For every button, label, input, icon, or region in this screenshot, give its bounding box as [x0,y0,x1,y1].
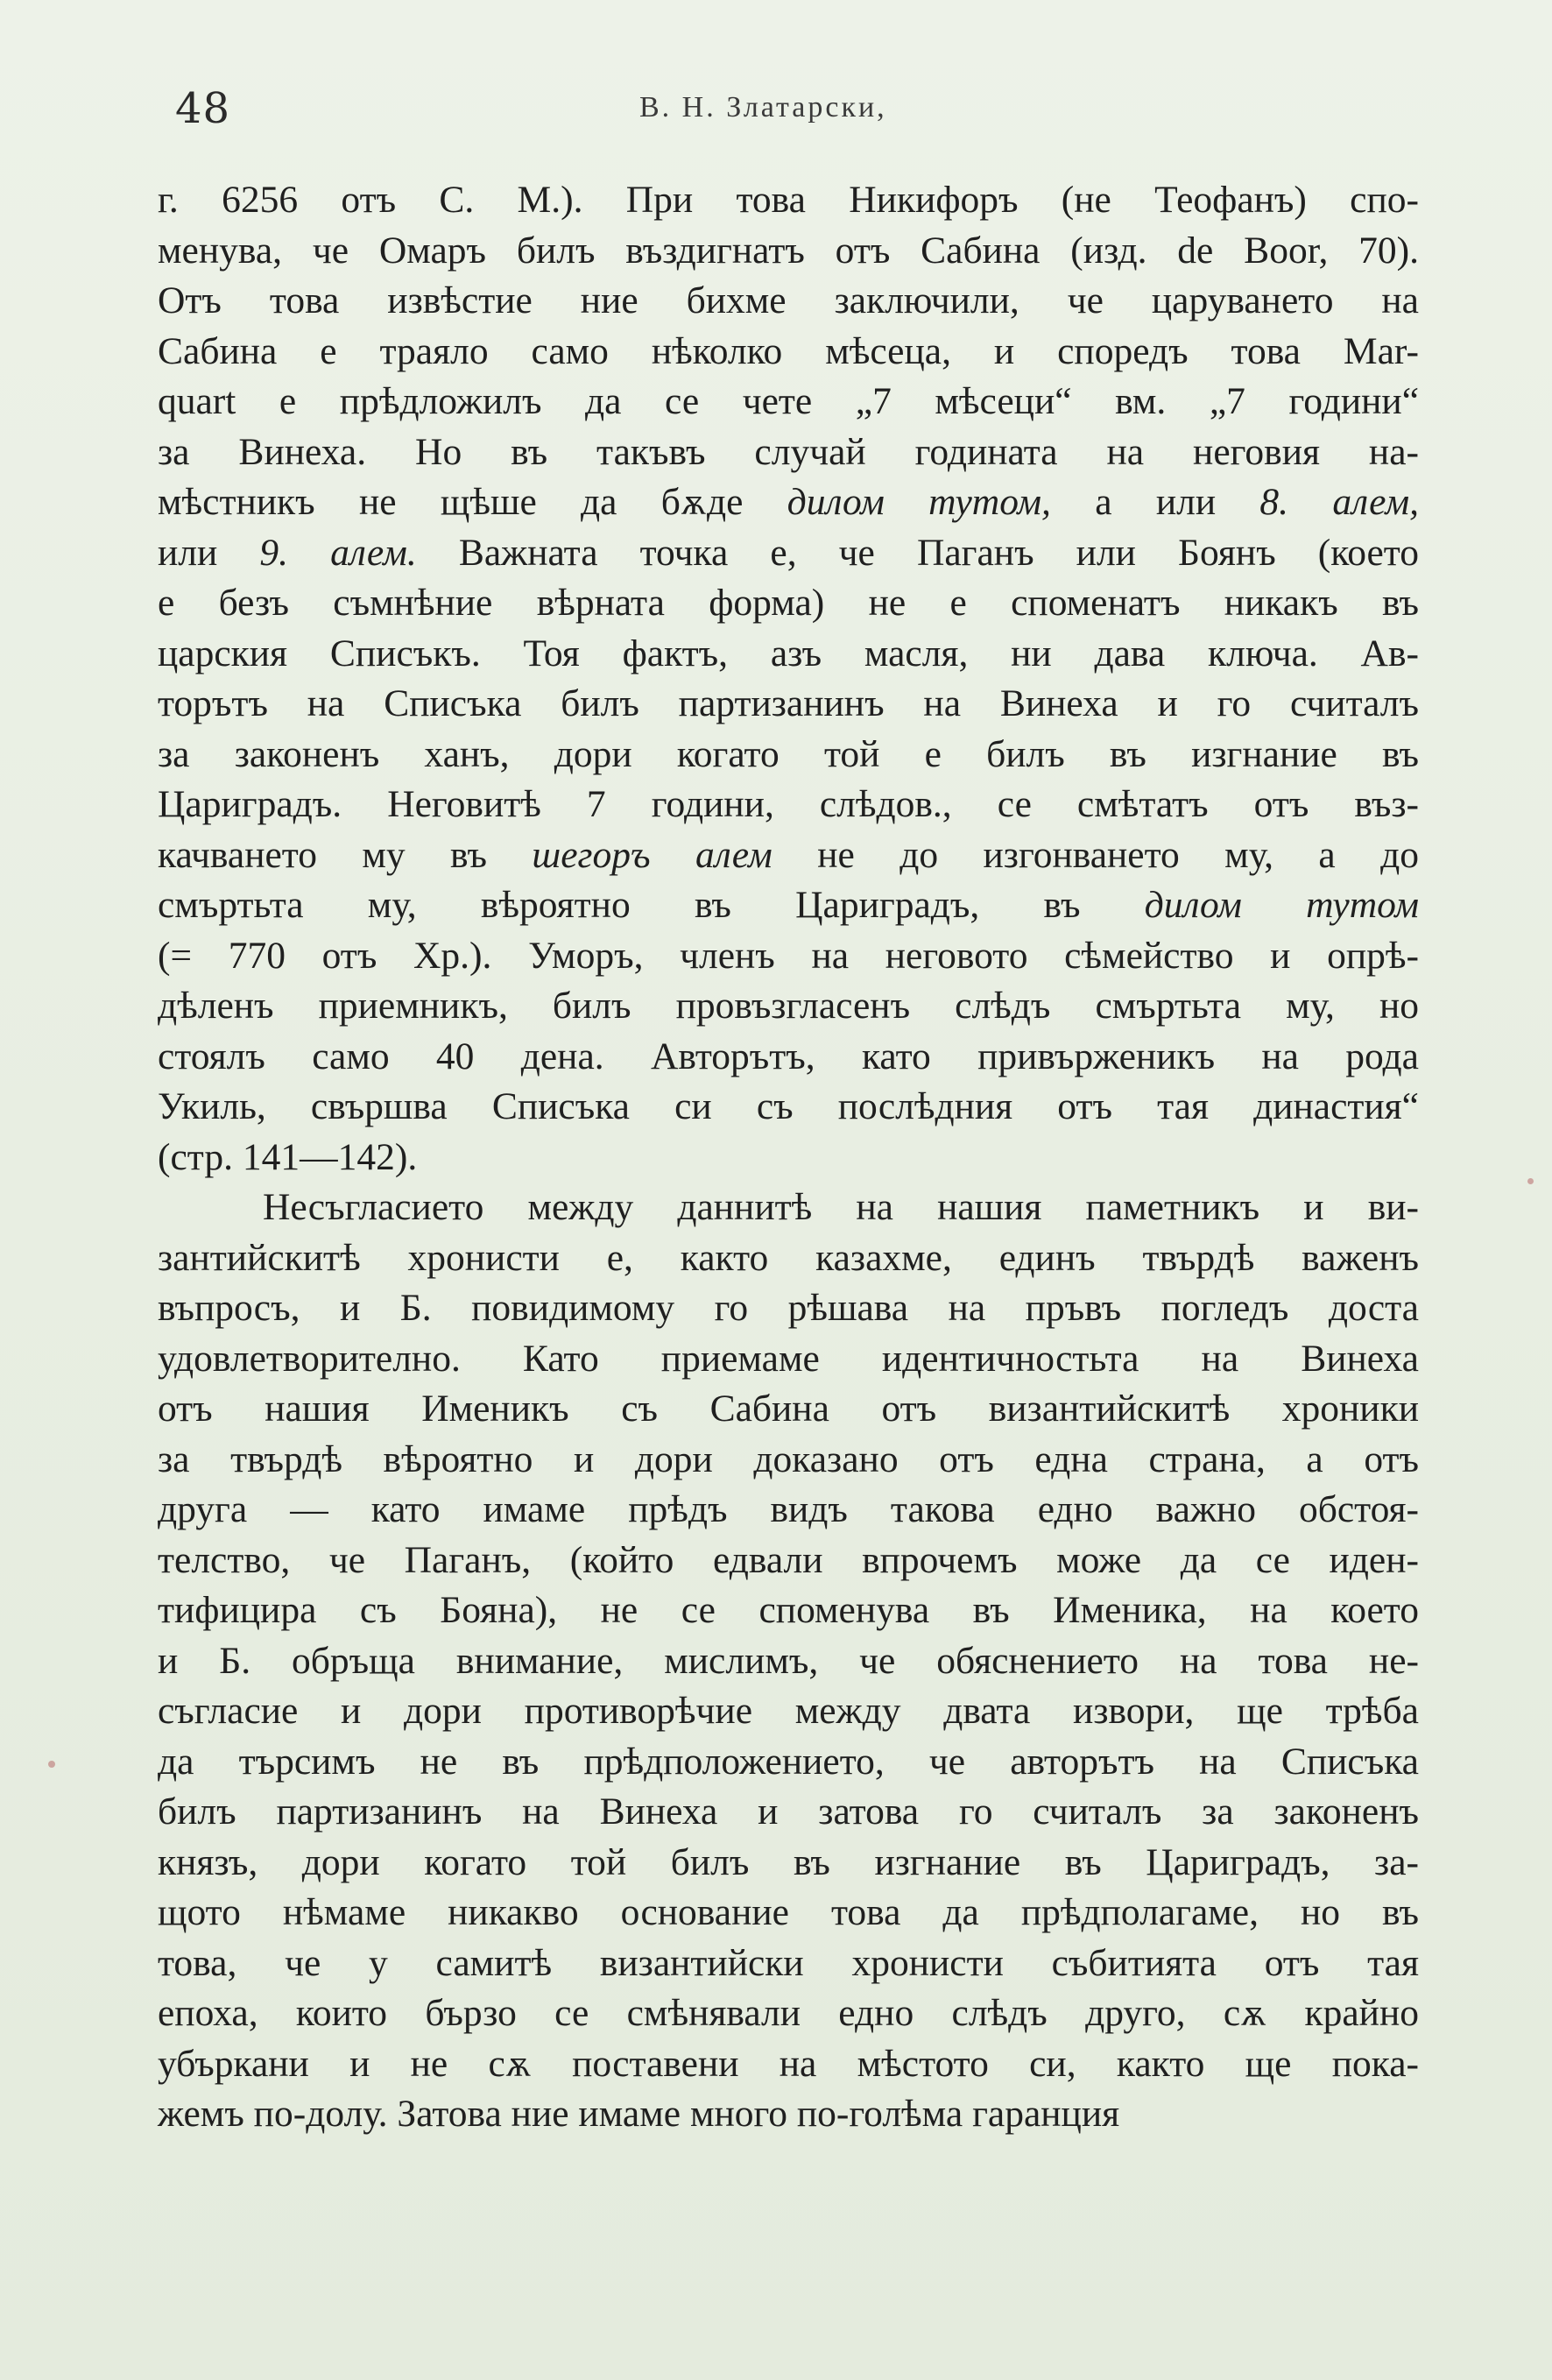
text-segment: билъ партизанинъ на Винеха и затова го считалъ за законенъ [158,1790,1419,1833]
text-segment: не до изгонването му, а до [772,833,1419,876]
text-line [158,1988,1419,2039]
text-segment: (стр. 141—142). [158,1135,418,1178]
text-line [158,226,1419,277]
text-line [158,730,1419,780]
text-line [158,1838,1419,1889]
text-line [158,1183,1419,1233]
text-segment: Укиль, свършва Списъка си съ послѣдния отъ тая династия“ [158,1085,1419,1127]
text-segment: quart е прѣдложилъ да се чете „7 мѣсеци“ вм. „7 години“ [158,380,1419,422]
text-segment: щото нѣмаме никакво основание това да прѣдполагаме, но въ [158,1891,1419,1933]
italic-term: дилом тутом [1144,884,1419,926]
text-segment: Сабина е траяло само нѣколко мѣсеца, и споредъ това Mar- [158,329,1419,372]
text-line [158,1384,1419,1435]
text-segment: телство, че Паганъ, (който едвали впрочемъ може да се иден- [158,1538,1419,1581]
text-segment: торътъ на Списъка билъ партизанинъ на Винеха и го считалъ [158,682,1419,724]
text-line [158,780,1419,830]
text-line [158,175,1419,226]
text-line [158,477,1419,528]
text-segment: (= 770 отъ Хр.). Уморъ, членъ на неговото сѣмейство и опрѣ- [158,934,1419,977]
text-segment: жемъ по-долу. Затова ние имаме много по-голѣма гаранция [158,2093,1120,2135]
paragraph [158,175,1419,1183]
italic-term: дилом тутом, [787,481,1051,523]
text-line [158,528,1419,579]
body-text [158,175,1419,2140]
italic-term: шегоръ алем [532,833,772,876]
text-segment: Несъгласието между даннитѣ на нашия паметникъ и ви- [263,1186,1419,1228]
text-line [158,1888,1419,1939]
text-line [158,1787,1419,1838]
text-segment: убъркани и не сѫ поставени на мѣстото си, както ще пока- [158,2042,1419,2085]
italic-term: 8. алем, [1259,481,1420,523]
text-line [158,1536,1419,1586]
text-line [158,1585,1419,1636]
text-segment: менува, че Омаръ билъ въздигнатъ отъ Сабина (изд. de Boor, 70). [158,229,1419,272]
text-line [158,377,1419,427]
text-segment: Цариградъ. Неговитѣ 7 години, слѣдов., се смѣтатъ отъ въз- [158,783,1419,825]
text-line [158,1334,1419,1385]
text-segment: князъ, дори когато той билъ въ изгнание въ Цариградъ, за- [158,1840,1419,1883]
text-segment: епоха, които бързо се смѣнявали едно слѣдъ друго, сѫ крайно [158,1992,1419,2034]
text-segment: а или [1050,481,1260,523]
page-header [175,84,1419,145]
text-line [158,1435,1419,1486]
text-line [158,2089,1419,2140]
text-line [158,1082,1419,1133]
text-line [158,276,1419,327]
text-line [158,427,1419,478]
text-segment: друга — като имаме прѣдъ видъ такова едно важно обстоя- [158,1488,1419,1530]
text-line [158,1737,1419,1788]
paper-speck [1527,1178,1534,1184]
text-line [158,1686,1419,1737]
text-segment: за Винеха. Но въ такъвъ случай годината на неговия на- [158,430,1419,473]
text-segment: смъртьта му, вѣроятно въ Цариградъ, въ [158,884,1145,926]
paragraph [158,1183,1419,2140]
text-segment: тифицира съ Бояна), не се споменува въ Именика, на което [158,1589,1419,1631]
text-segment: царския Списъкъ. Тоя фактъ, азъ масля, ни дава ключа. Ав- [158,632,1419,674]
page-number: 48 [175,84,231,133]
text-line [158,1133,1419,1183]
text-segment: или [158,531,260,574]
text-line [158,830,1419,881]
paper-speck [48,1761,55,1768]
text-segment: Важната точка е, че Паганъ или Боянъ (което [416,531,1419,574]
text-line [158,1636,1419,1687]
text-line [158,578,1419,629]
text-segment: за законенъ ханъ, дори когато той е билъ въ изгнание въ [158,732,1419,775]
running-head: В. Н. Златарски, [639,91,887,124]
text-segment: мѣстникъ не щѣше да бѫде [158,481,787,523]
text-line [158,679,1419,730]
text-line [158,880,1419,931]
text-line [158,1485,1419,1536]
text-line [158,931,1419,982]
text-segment: удовлетворително. Като приемаме идентичностьта на Винеха [158,1337,1419,1380]
text-line [158,1283,1419,1334]
text-segment: стоялъ само 40 дена. Авторътъ, като привърженикъ на рода [158,1035,1419,1077]
text-line [158,1939,1419,1989]
text-segment: зантийскитѣ хронисти е, както казахме, единъ твърдѣ важенъ [158,1236,1419,1279]
text-segment: г. 6256 отъ С. М.). При това Никифоръ (не Теофанъ) спо- [158,179,1419,221]
italic-term: 9. алем. [259,531,417,574]
text-line [158,981,1419,1032]
text-segment: и Б. обръща внимание, мислимъ, че обяснението на това не- [158,1639,1419,1682]
text-segment: Отъ това извѣстие ние бихме заключили, че царуването на [158,279,1419,321]
text-line [158,629,1419,680]
text-segment: това, че у самитѣ византийски хронисти събитията отъ тая [158,1941,1419,1984]
text-line [158,1032,1419,1083]
text-line [158,2039,1419,2090]
text-segment: дѣленъ приемникъ, билъ провъзгласенъ слѣдъ смъртьта му, но [158,985,1419,1027]
text-segment: да търсимъ не въ прѣдположението, че авторътъ на Списъка [158,1740,1419,1783]
text-segment: въпросъ, и Б. повидимому го рѣшава на пръвъ погледъ доста [158,1287,1419,1329]
text-segment: отъ нашия Именикъ съ Сабина отъ византийскитѣ хроники [158,1388,1419,1430]
text-segment: е безъ съмнѣние вѣрната форма) не е споменатъ никакъ въ [158,582,1419,624]
text-segment: за твърдѣ вѣроятно и дори доказано отъ една страна, а отъ [158,1437,1419,1480]
text-line [158,327,1419,378]
text-segment: качването му въ [158,833,533,876]
text-line [158,1233,1419,1284]
text-segment: съгласие и дори противорѣчие между двата извори, ще трѣба [158,1690,1419,1732]
